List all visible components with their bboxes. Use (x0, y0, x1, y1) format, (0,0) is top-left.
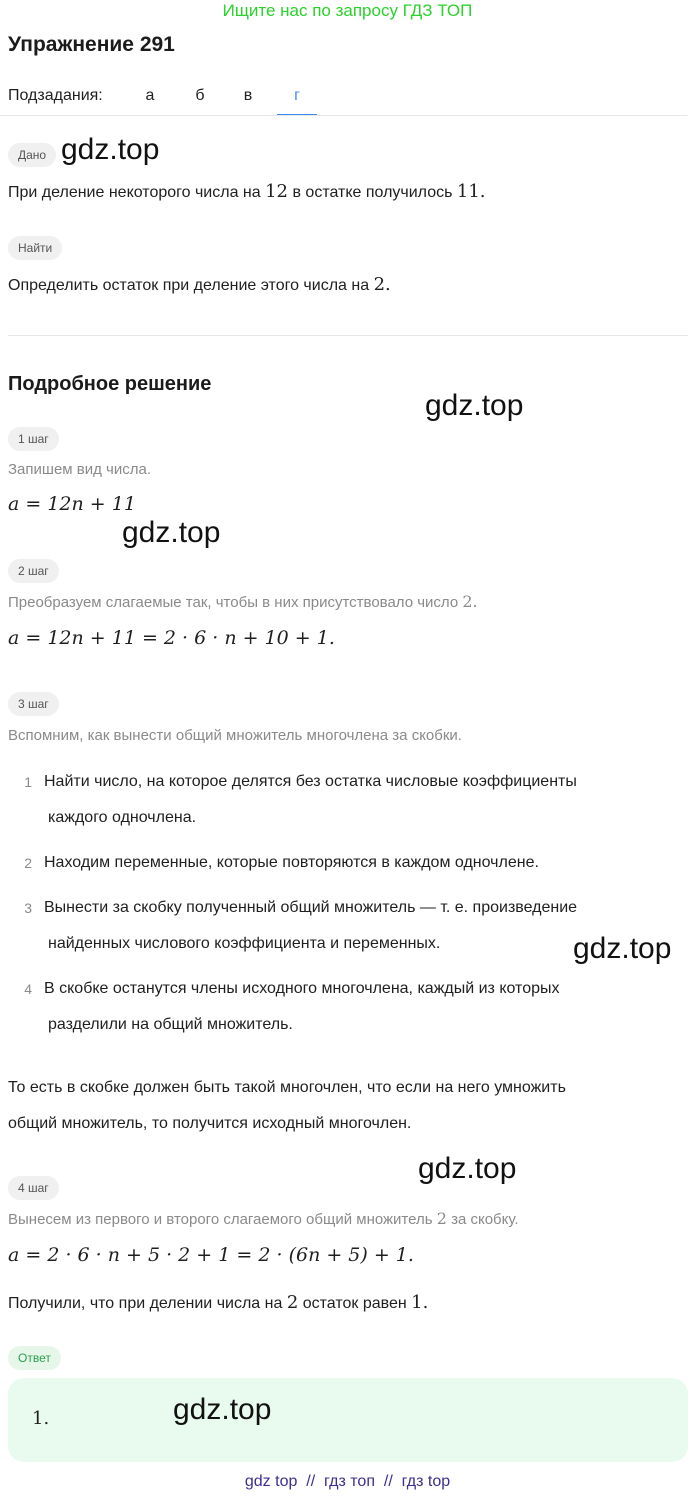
step4-number-2: 2 (436, 1209, 447, 1228)
list-item-line: Вынести за скобку полученный общий множитель — т. е. произведение (44, 899, 578, 916)
given-badge-wrap (8, 143, 56, 167)
find-number-2: 2. (373, 274, 391, 295)
step2-number-2: 2. (462, 592, 478, 611)
solution-title: Подробное решение (8, 373, 212, 395)
step4-result-number-1: 1. (411, 1292, 429, 1313)
step3-text: Вспомним, как вынести общий множитель многочлена за скобки. (8, 727, 462, 744)
list-item-number: 3 (24, 900, 32, 916)
section-divider (8, 335, 688, 336)
given-number-12: 12 (265, 181, 289, 202)
answer-value: 1. (32, 1408, 50, 1429)
find-text-pre: Определить остаток при деление этого числа на (8, 277, 370, 294)
subtask-tab-v[interactable]: в (243, 87, 253, 104)
answer-box (8, 1378, 688, 1462)
find-badge-wrap (8, 236, 62, 260)
step1-formula: a = 12n + 11 (8, 493, 136, 515)
given-text-mid: в остатке получилось (292, 184, 453, 201)
subtask-tab-g[interactable]: г (277, 87, 317, 116)
find-text (8, 274, 391, 297)
step4-text (8, 1209, 519, 1230)
step4-result-mid: остаток равен (302, 1295, 407, 1312)
step4-text-post: за скобку. (451, 1211, 519, 1228)
answer-badge: Ответ (8, 1346, 61, 1370)
step2-badge: 2 шаг (8, 559, 59, 583)
step2-badge-wrap (8, 559, 59, 583)
list-item-line: В скобке останутся члены исходного многочлена, каждый из которых (44, 980, 560, 997)
footer-links[interactable]: gdz top // гдз топ // гдз top (244, 1473, 451, 1490)
given-text (8, 181, 486, 204)
watermark: gdz.top (573, 932, 672, 965)
subtabs-divider (0, 115, 687, 116)
given-text-pre: При деление некоторого числа на (8, 184, 261, 201)
step4-result-pre: Получили, что при делении числа на (8, 1295, 283, 1312)
list-item-number: 4 (24, 981, 32, 997)
list-item-line: Находим переменные, которые повторяются в каждом одночлене. (44, 854, 539, 871)
watermark: gdz.top (425, 389, 524, 422)
given-badge: Дано (8, 143, 56, 167)
watermark: gdz.top (61, 133, 160, 166)
step2-text (8, 592, 478, 613)
search-banner[interactable]: Ищите нас по запросу ГДЗ ТОП (222, 1, 473, 20)
subtask-tab-b[interactable]: б (195, 87, 205, 104)
step1-text: Запишем вид числа. (8, 461, 151, 478)
step3-badge: 3 шаг (8, 692, 59, 716)
step4-result (8, 1292, 428, 1315)
watermark: gdz.top (418, 1152, 517, 1185)
step4-text-pre: Вынесем из первого и второго слагаемого общий множитель (8, 1211, 433, 1228)
given-number-11: 11. (456, 181, 486, 202)
watermark: gdz.top (122, 516, 221, 549)
step4-badge: 4 шаг (8, 1176, 59, 1200)
step4-formula: a = 2 · 6 · n + 5 · 2 + 1 = 2 · (6n + 5) + 1. (8, 1244, 414, 1266)
answer-badge-wrap (8, 1346, 61, 1370)
list-item-line: найденных числового коэффициента и переменных. (48, 935, 441, 952)
step3-badge-wrap (8, 692, 59, 716)
find-badge: Найти (8, 236, 62, 260)
step4-result-number-2: 2 (286, 1292, 299, 1313)
list-item-number: 1 (24, 774, 32, 790)
subtask-tab-a[interactable]: а (145, 87, 155, 104)
list-item-line: Найти число, на которое делятся без остатка числовые коэффициенты (44, 773, 577, 790)
step2-formula: a = 12n + 11 = 2 · 6 · n + 10 + 1. (8, 627, 335, 649)
step1-badge-wrap (8, 427, 59, 451)
step4-badge-wrap (8, 1176, 59, 1200)
list-item-number: 2 (24, 855, 32, 871)
step3-paragraph-line: То есть в скобке должен быть такой многочлен, что если на него умножить (8, 1079, 566, 1096)
watermark: gdz.top (173, 1393, 272, 1426)
page-title: Упражнение 291 (8, 33, 175, 56)
list-item-line: каждого одночлена. (48, 809, 197, 826)
step3-paragraph-line: общий множитель, то получится исходный многочлен. (8, 1115, 412, 1132)
subtasks-label: Подзадания: (8, 87, 103, 104)
list-item-line: разделили на общий множитель. (48, 1016, 293, 1033)
step1-badge: 1 шаг (8, 427, 59, 451)
step2-text-pre: Преобразуем слагаемые так, чтобы в них присутствовало число (8, 594, 459, 611)
